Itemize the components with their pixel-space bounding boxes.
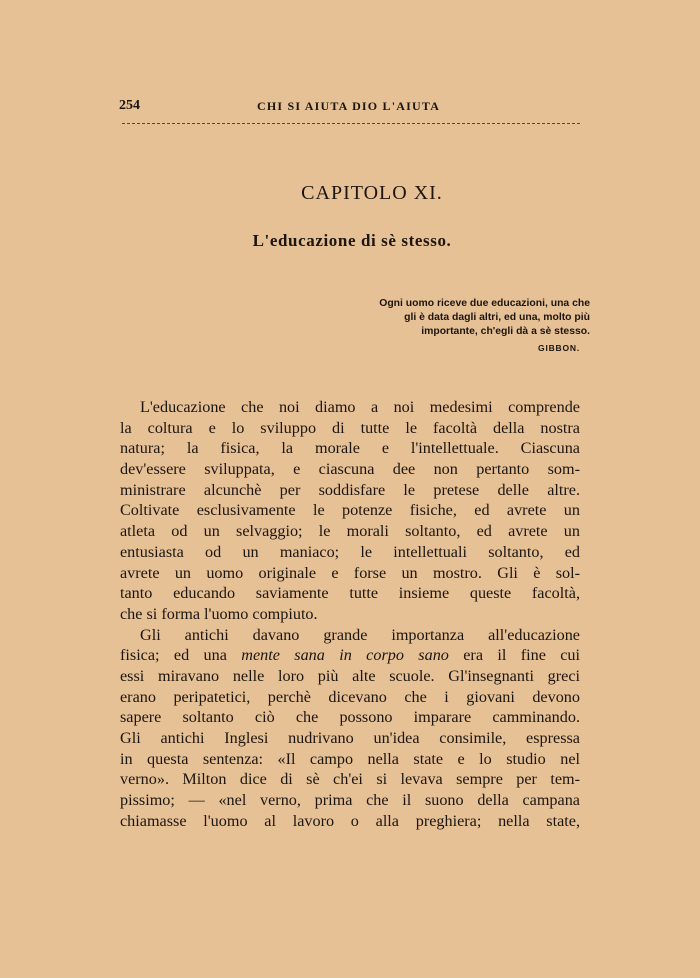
text-line: ministrare alcunchè per soddisfare le pretese delle altre. bbox=[120, 480, 580, 499]
text-line: dev'essere sviluppata, e ciascuna dee non pertanto som- bbox=[120, 460, 580, 479]
text-line bbox=[120, 645, 580, 666]
text-line: che si forma l'uomo compiuto. bbox=[120, 604, 318, 623]
text-line: avrete un uomo originale e forse un mostro. Gli è sol- bbox=[120, 563, 580, 582]
text-line: la coltura e lo sviluppo di tutte le facoltà della nostra bbox=[120, 418, 580, 437]
epigraph bbox=[300, 297, 590, 355]
epigraph-line: importante, ch'egli dà a sè stesso. bbox=[421, 326, 590, 337]
text-line: Gli antichi Inglesi nudrivano un'idea consimile, espressa bbox=[120, 729, 580, 747]
italic-phrase: mente sana in corpo sano bbox=[241, 646, 449, 665]
chapter-subtitle: L'educazione di sè stesso. bbox=[252, 231, 452, 250]
text-line: atleta od un selvaggio; le morali soltanto, ed avrete un bbox=[120, 522, 580, 541]
running-title: CHI SI AIUTA DIO L'AIUTA bbox=[257, 99, 441, 113]
text-line: pissimo; — «nel verno, prima che il suono della campana bbox=[120, 791, 580, 810]
text-segment: era il fine cui bbox=[448, 646, 581, 665]
text-line: chiamasse l'uomo al lavoro o alla preghiera; nella state, bbox=[120, 811, 580, 830]
epigraph-line: Ogni uomo riceve due educazioni, una che bbox=[379, 298, 590, 309]
epigraph-line: gli è data dagli altri, ed una, molto più bbox=[404, 312, 590, 323]
text-line: sapere soltanto ciò che possono imparare camminando. bbox=[120, 708, 580, 727]
text-line: Gli antichi davano grande importanza all'educazione bbox=[140, 625, 580, 644]
text-line: erano peripatetici, perchè dicevano che i giovani devono bbox=[120, 687, 580, 706]
header-rule bbox=[122, 123, 580, 124]
text-line: essi miravano nelle loro più alte scuole. Gl'insegnanti greci bbox=[120, 666, 580, 685]
text-line: natura; la fisica, la morale e l'intellettuale. Ciascuna bbox=[120, 439, 580, 458]
text-line: in questa sentenza: «Il campo nella state e lo studio nel bbox=[120, 749, 580, 768]
epigraph-author: GIBBON. bbox=[538, 343, 580, 353]
text-line: verno». Milton dice di sè ch'ei si levava sempre per tem- bbox=[120, 770, 580, 789]
page-number: 254 bbox=[119, 98, 140, 113]
text-line: Coltivate esclusivamente le potenze fisiche, ed avrete un bbox=[120, 501, 580, 520]
text-segment: fisica; ed una bbox=[120, 646, 242, 665]
chapter-title: CAPITOLO XI. bbox=[301, 182, 443, 204]
running-header bbox=[119, 98, 579, 116]
text-line: L'educazione che noi diamo a noi medesimi comprende bbox=[140, 398, 580, 416]
text-line: tanto educando saviamente tutte insieme queste facoltà, bbox=[120, 584, 580, 603]
text-line: entusiasta od un maniaco; le intellettuali soltanto, ed bbox=[120, 542, 580, 561]
body-text bbox=[120, 397, 580, 831]
